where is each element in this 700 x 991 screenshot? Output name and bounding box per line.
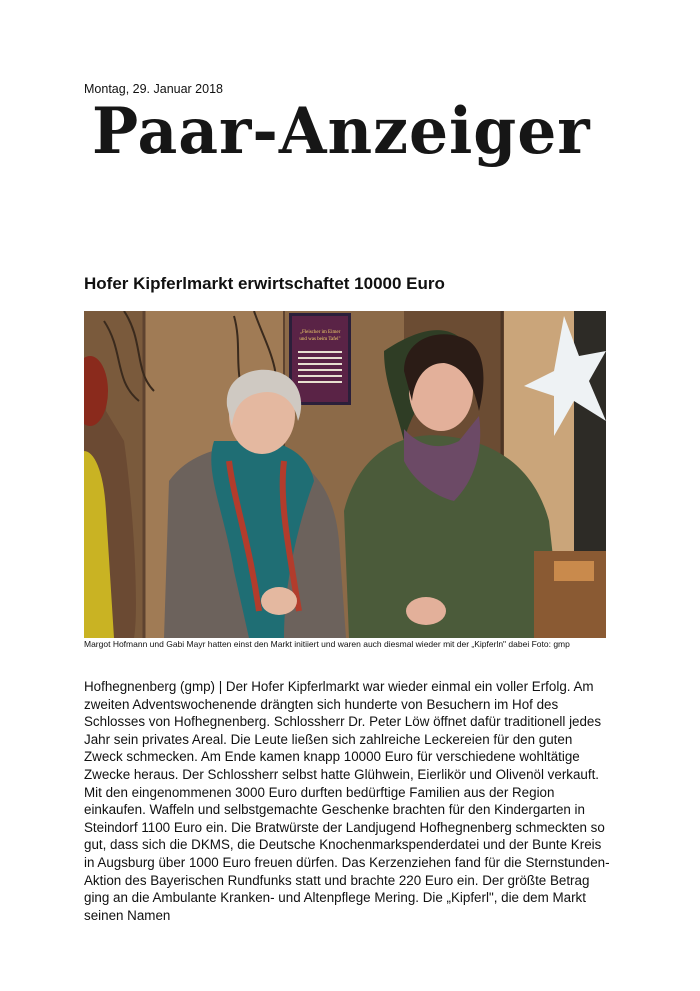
article-body: Hofhegnenberg (gmp) | Der Hofer Kipferlmarkt war wieder einmal ein voller Erfolg. Am zweiten Adventswochenende drängten sich hunderte von Besuchern im Hof des Schlosses von Hofhegnenberg. Schlossherr Dr. Peter Löw öffnet dafür traditionell jedes Jahr sein privates Areal. Die Leute ließen sich zahlreiche Leckereien für den guten Zweck schmecken. Am Ende kamen knapp 10000 Euro für verschiedene wohltätige Zwecke heraus. Der Schlossherr selbst hatte Glühwein, Eierlikör und Olivenöl verkauft. Mit den eingenommenen 3000 Euro durften bedürftige Familien aus der Region einkaufen. Waffeln und selbstgemachte Geschenke brachten für den Kindergarten in Steindorf 1100 Euro ein. Die Bratwürste der Landjugend Hofhegnenberg schmeckten so gut, dass sich die DKMS, die Deutsche Knochenmarkspenderdatei und der Bunte Kreis in Augsburg über 1000 Euro freuen dürfen. Das Kerzenziehen fand für die Sternstunden-Aktion des Bayerischen Rundfunks statt und brachte 220 Euro ein. Der größte Betrag ging an die Ambulante Kranken- und Altenpflege Mering. Die „Kipferl", die dem Markt seinen Namen [84,679,610,923]
photo-caption: Margot Hofmann und Gabi Mayr hatten einst den Markt initiiert und waren auch diesmal wieder mit der „Kipferln" dabei Foto: gmp [84,639,570,649]
article-photo [84,311,606,638]
newspaper-masthead: Paar-Anzeiger [92,94,591,169]
poster-text-line1: „Fleischer im Eimer [299,330,341,335]
article-headline: Hofer Kipferlmarkt erwirtschaftet 10000 Euro [84,274,445,293]
poster-text-line2: und was beim Tafel" [299,337,341,342]
publication-date: Montag, 29. Januar 2018 [84,82,223,96]
